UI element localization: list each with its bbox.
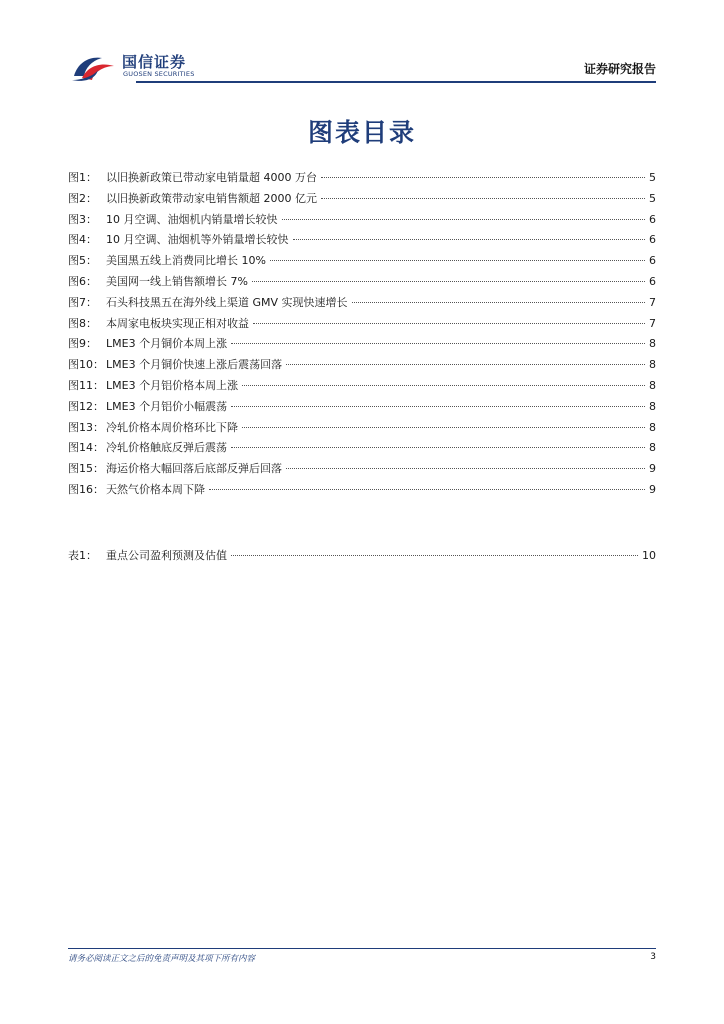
header-divider — [136, 81, 656, 83]
toc-entry-label: 图5： — [68, 254, 97, 268]
figure-toc-entry[interactable] — [68, 314, 656, 335]
report-header — [68, 46, 656, 86]
toc-leader-dots — [231, 447, 645, 448]
toc-leader-dots — [231, 343, 645, 344]
table-toc-entry[interactable] — [68, 546, 656, 567]
toc-entry-page: 8 — [649, 337, 656, 351]
toc-entry-page: 7 — [649, 316, 656, 330]
toc-leader-dots — [321, 198, 645, 199]
toc-entry-label: 图8： — [68, 316, 97, 330]
brand-name-en: GUOSEN SECURITIES — [123, 70, 195, 78]
toc-leader-dots — [231, 406, 645, 407]
figure-toc-entry[interactable] — [68, 438, 656, 459]
figure-toc-entry[interactable] — [68, 334, 656, 355]
toc-entry-label: 图2： — [68, 191, 97, 205]
toc-entry-title: 以旧换新政策带动家电销售额超 2000 亿元 — [106, 191, 317, 205]
brand-name-cn: 国信证券 — [122, 53, 187, 71]
toc-entry-label: 图3： — [68, 212, 97, 226]
toc-entry-page: 7 — [649, 295, 656, 309]
figure-toc-entry[interactable] — [68, 210, 656, 231]
toc-leader-dots — [242, 385, 645, 386]
figure-toc-entry[interactable] — [68, 355, 656, 376]
toc-entry-title: 10 月空调、油烟机等外销量增长较快 — [106, 233, 289, 247]
toc-entry-page: 8 — [649, 441, 656, 455]
toc-entry-label: 图7： — [68, 295, 97, 309]
toc-entry-label: 图14： — [68, 441, 104, 455]
page-title: 图表目录 — [307, 118, 416, 147]
page-number: 3 — [650, 952, 656, 962]
toc-entry-page: 5 — [649, 191, 656, 205]
toc-entry-label: 图4： — [68, 233, 97, 247]
toc-entry-title: 冷轧价格本周价格环比下降 — [106, 420, 238, 434]
toc-entry-page: 9 — [649, 482, 656, 496]
toc-entry-title: 海运价格大幅回落后底部反弹后回落 — [106, 462, 282, 476]
toc-entry-title: 美国黑五线上消费同比增长 10% — [106, 254, 266, 268]
figure-toc-entry[interactable] — [68, 376, 656, 397]
toc-entry-label: 图11： — [68, 378, 104, 392]
toc-leader-dots — [321, 177, 645, 178]
guosen-logo-icon — [68, 50, 128, 84]
toc-entry-title: 重点公司盈利预测及估值 — [106, 549, 227, 562]
toc-entry-title: LME3 个月铜价快速上涨后震荡回落 — [106, 358, 283, 372]
toc-entry-title: 美国网一线上销售额增长 7% — [106, 274, 248, 288]
toc-entry-title: 以旧换新政策已带动家电销量超 4000 万台 — [106, 171, 317, 184]
toc-leader-dots — [282, 219, 646, 220]
toc-entry-title: LME3 个月铜价本周上涨 — [106, 337, 228, 351]
toc-entry-label: 图1： — [68, 171, 97, 184]
figure-toc-entry[interactable] — [68, 293, 656, 314]
figure-toc-entry[interactable] — [68, 168, 656, 189]
toc-entry-page: 5 — [649, 171, 656, 184]
figure-toc-entry[interactable] — [68, 480, 656, 501]
footer-divider — [68, 948, 656, 949]
toc-leader-dots — [242, 427, 645, 428]
figure-toc-entry[interactable] — [68, 230, 656, 251]
figure-toc-entry[interactable] — [68, 272, 656, 293]
toc-entry-label: 图6： — [68, 274, 97, 288]
figure-toc-entry[interactable] — [68, 459, 656, 480]
toc-leader-dots — [293, 239, 646, 240]
figure-toc-entry[interactable] — [68, 418, 656, 439]
figure-toc-entry[interactable] — [68, 397, 656, 418]
toc-entry-page: 8 — [649, 358, 656, 372]
toc-entry-title: LME3 个月铝价小幅震荡 — [106, 399, 228, 413]
toc-entry-page: 6 — [649, 212, 656, 226]
table-toc-list — [68, 546, 656, 567]
toc-leader-dots — [252, 281, 645, 282]
toc-leader-dots — [231, 555, 638, 556]
toc-entry-label: 图12： — [68, 399, 104, 413]
figure-toc-entry[interactable] — [68, 189, 656, 210]
toc-leader-dots — [270, 260, 645, 261]
toc-entry-page: 8 — [649, 420, 656, 434]
figure-toc-entry[interactable] — [68, 251, 656, 272]
toc-entry-label: 图9： — [68, 337, 97, 351]
toc-entry-page: 6 — [649, 254, 656, 268]
toc-entry-page: 10 — [642, 549, 656, 562]
toc-entry-page: 8 — [649, 378, 656, 392]
toc-entry-page: 8 — [649, 399, 656, 413]
toc-entry-label: 表1： — [68, 549, 97, 562]
toc-entry-label: 图15： — [68, 462, 104, 476]
toc-entry-label: 图16： — [68, 482, 104, 496]
toc-leader-dots — [253, 323, 645, 324]
toc-entry-title: 石头科技黑五在海外线上渠道 GMV 实现快速增长 — [106, 295, 348, 309]
toc-entry-page: 6 — [649, 233, 656, 247]
toc-entry-title: 冷轧价格触底反弹后震荡 — [106, 441, 227, 455]
toc-entry-title: 天然气价格本周下降 — [106, 482, 205, 496]
toc-entry-page: 9 — [649, 462, 656, 476]
toc-leader-dots — [209, 489, 645, 490]
toc-leader-dots — [352, 302, 645, 303]
toc-entry-page: 6 — [649, 274, 656, 288]
toc-entry-label: 图10： — [68, 358, 104, 372]
toc-entry-label: 图13： — [68, 420, 104, 434]
toc-entry-title: 本周家电板块实现正相对收益 — [106, 316, 249, 330]
toc-entry-title: LME3 个月铝价格本周上涨 — [106, 378, 239, 392]
report-type-label: 证券研究报告 — [583, 62, 656, 76]
footer-disclaimer: 请务必阅读正文之后的免责声明及其项下所有内容 — [68, 954, 256, 964]
toc-leader-dots — [286, 468, 645, 469]
toc-leader-dots — [286, 364, 645, 365]
toc-entry-title: 10 月空调、油烟机内销量增长较快 — [106, 212, 278, 226]
figure-toc-list — [68, 168, 656, 501]
